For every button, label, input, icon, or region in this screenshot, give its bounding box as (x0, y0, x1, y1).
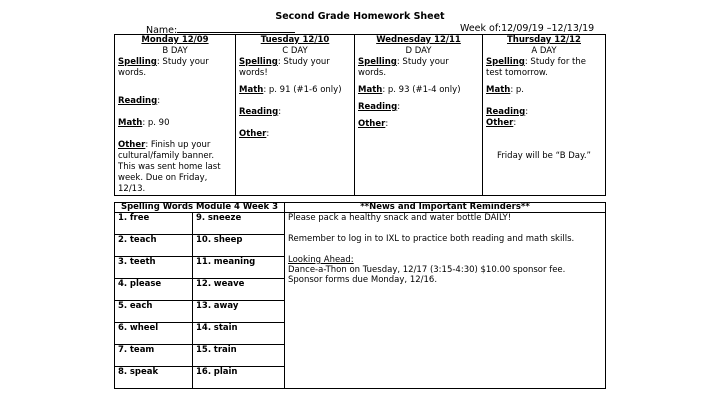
other-text: : (266, 129, 270, 139)
spelling-word: speak (129, 367, 159, 377)
spelling-word: free (129, 213, 150, 223)
other-text: : Finish up your cultural/family banner. This was sent home last week. Due on Friday, 12/13. (118, 140, 221, 194)
spelling-word: meaning (213, 257, 256, 267)
news-line: Dance-a-Thon on Tuesday, 12/17 (3:15-4:30) $10.00 sponsor fee. (288, 265, 566, 275)
day-name: Monday 12/09 (141, 35, 209, 45)
word-number: 5. (118, 301, 128, 311)
word-number: 6. (118, 323, 128, 333)
news-line: Please pack a healthy snack and water bottle DAILY! (288, 213, 512, 223)
word-number: 8. (118, 367, 128, 377)
spelling-word-cell (115, 323, 193, 345)
reading-label: Reading (486, 107, 526, 117)
math-label: Math (118, 118, 143, 128)
spelling-word-cell (193, 279, 285, 301)
spelling-label: Spelling (239, 57, 278, 67)
day-type: D DAY (405, 46, 432, 56)
other-text: : (385, 119, 389, 129)
reading-text: : (157, 96, 161, 106)
word-number: 11. (196, 257, 212, 267)
math-text: : p. 90 (142, 118, 170, 128)
day-type: B DAY (162, 46, 188, 56)
spelling-text: : Study your words! (239, 57, 330, 78)
word-number: 10. (196, 235, 212, 245)
day-cell-wednesday (355, 35, 483, 196)
word-number: 4. (118, 279, 128, 289)
spelling-word-cell (193, 367, 285, 389)
spelling-word: please (129, 279, 162, 289)
word-number: 1. (118, 213, 128, 223)
spelling-word-cell (115, 213, 193, 235)
spelling-word: teeth (129, 257, 156, 267)
math-label: Math (486, 85, 511, 95)
other-label: Other (239, 129, 267, 139)
word-number: 3. (118, 257, 128, 267)
spelling-word-cell (193, 235, 285, 257)
other-text: : (513, 118, 517, 128)
name-blank-line (177, 23, 295, 33)
spelling-text: : Study your words. (118, 57, 209, 78)
spelling-word: wheel (129, 323, 159, 333)
daily-homework-table (114, 34, 606, 196)
reading-label: Reading (239, 107, 279, 117)
spelling-word-cell (193, 257, 285, 279)
day-type: A DAY (531, 46, 557, 56)
word-number: 2. (118, 235, 128, 245)
spelling-word: sneeze (207, 213, 242, 223)
spelling-text: : Study for the test tomorrow. (486, 57, 587, 78)
word-number: 12. (196, 279, 212, 289)
spelling-word-cell (193, 323, 285, 345)
math-label: Math (358, 85, 383, 95)
week-label: Week of:12/09/19 –12/13/19 (460, 23, 595, 34)
day-name: Tuesday 12/10 (260, 35, 330, 45)
friday-note: Friday will be “B Day.” (497, 151, 591, 161)
news-header: **News and Important Reminders** (285, 203, 606, 213)
word-number: 9. (196, 213, 206, 223)
word-number: 13. (196, 301, 212, 311)
spelling-word: away (213, 301, 239, 311)
spelling-word: teach (129, 235, 157, 245)
spelling-word-cell (115, 367, 193, 389)
other-label: Other (118, 140, 146, 150)
spelling-word: weave (213, 279, 245, 289)
day-cell-thursday (483, 35, 606, 196)
reading-text: : (525, 107, 529, 117)
spelling-word-cell (115, 257, 193, 279)
day-cell-monday (115, 35, 236, 196)
other-label: Other (486, 118, 514, 128)
word-number: 16. (196, 367, 212, 377)
reading-text: : (278, 107, 282, 117)
spelling-label: Spelling (118, 57, 157, 67)
spelling-word: stain (213, 323, 238, 333)
spelling-word-cell (193, 301, 285, 323)
spelling-word: each (129, 301, 153, 311)
reading-label: Reading (118, 96, 158, 106)
spelling-word: train (213, 345, 237, 355)
word-number: 7. (118, 345, 128, 355)
spelling-header: Spelling Words Module 4 Week 3 (115, 203, 285, 213)
day-name: Wednesday 12/11 (376, 35, 461, 45)
day-type: C DAY (282, 46, 308, 56)
sheet-title: Second Grade Homework Sheet (275, 11, 445, 22)
spelling-word: sheep (213, 235, 243, 245)
news-line: Sponsor forms due Monday, 12/16. (288, 275, 438, 285)
word-number: 15. (196, 345, 212, 355)
day-name: Thursday 12/12 (507, 35, 581, 45)
spelling-word-cell (193, 213, 285, 235)
spelling-word: plain (213, 367, 238, 377)
other-label: Other (358, 119, 386, 129)
spelling-word-cell (193, 345, 285, 367)
spelling-news-table (114, 202, 606, 389)
spelling-label: Spelling (486, 57, 525, 67)
spelling-word: team (129, 345, 155, 355)
math-text: : p. (510, 85, 524, 95)
reading-text: : (397, 102, 401, 112)
day-cell-tuesday (236, 35, 355, 196)
news-cell (285, 213, 606, 389)
name-label: Name: (146, 25, 178, 36)
looking-ahead-label: Looking Ahead: (288, 255, 354, 265)
spelling-word-cell (115, 279, 193, 301)
word-number: 14. (196, 323, 212, 333)
spelling-word-cell (115, 301, 193, 323)
math-label: Math (239, 85, 264, 95)
spelling-word-cell (115, 235, 193, 257)
reading-label: Reading (358, 102, 398, 112)
news-line: Remember to log in to IXL to practice both reading and math skills. (288, 234, 575, 244)
spelling-text: : Study your words. (358, 57, 449, 78)
spelling-label: Spelling (358, 57, 397, 67)
spelling-word-cell (115, 345, 193, 367)
math-text: : p. 91 (#1-6 only) (263, 85, 342, 95)
math-text: : p. 93 (#1-4 only) (382, 85, 461, 95)
